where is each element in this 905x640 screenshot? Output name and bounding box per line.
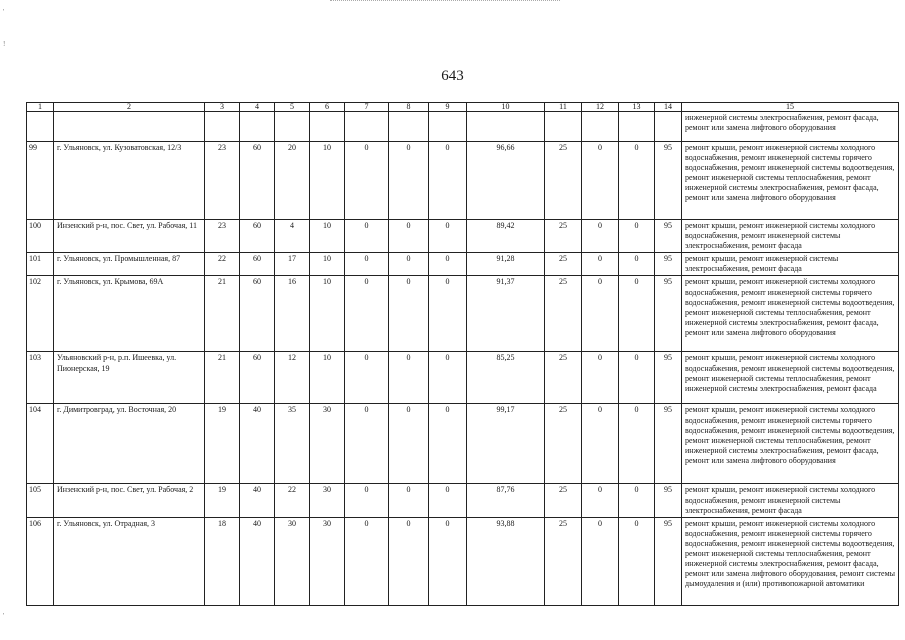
row-number: 99 — [27, 142, 54, 220]
table-row — [27, 253, 899, 276]
column-number: 11 — [545, 103, 582, 112]
works-cell: ремонт крыши, ремонт инженерной системы холодного водоснабжения, ремонт инженерной системы электроснабжения, ремонт фасада — [682, 484, 899, 517]
column-number: 4 — [240, 103, 275, 112]
table-row — [27, 276, 899, 352]
value-cell-13: 0 — [619, 404, 655, 484]
value-cell-13: 0 — [619, 352, 655, 404]
value-cell-14: 95 — [655, 404, 682, 484]
value-cell-11: 25 — [545, 484, 582, 517]
value-cell-12: 0 — [582, 142, 619, 220]
value-cell-7: 0 — [345, 220, 389, 253]
value-cell-10: 96,66 — [467, 142, 545, 220]
value-cell-12: 0 — [582, 484, 619, 517]
value-cell-10: 87,76 — [467, 484, 545, 517]
value-cell-6: 10 — [310, 142, 345, 220]
row-number: 100 — [27, 220, 54, 253]
value-cell-3: 21 — [205, 352, 240, 404]
value-cell-10 — [467, 112, 545, 142]
value-cell-9: 0 — [429, 142, 467, 220]
margin-mark: ' — [3, 8, 5, 16]
value-cell-11 — [545, 112, 582, 142]
value-cell-7: 0 — [345, 253, 389, 276]
column-number: 12 — [582, 103, 619, 112]
value-cell-12: 0 — [582, 517, 619, 605]
value-cell-7 — [345, 112, 389, 142]
column-number: 8 — [389, 103, 429, 112]
value-cell-10: 99,17 — [467, 404, 545, 484]
works-cell: ремонт крыши, ремонт инженерной системы холодного водоснабжения, ремонт инженерной системы электроснабжения, ремонт фасада — [682, 220, 899, 253]
value-cell-5 — [275, 112, 310, 142]
column-number-row — [27, 103, 899, 112]
value-cell-7: 0 — [345, 142, 389, 220]
value-cell-3: 23 — [205, 142, 240, 220]
scan-edge-dots — [330, 0, 560, 3]
value-cell-8: 0 — [389, 484, 429, 517]
value-cell-7: 0 — [345, 352, 389, 404]
value-cell-12: 0 — [582, 220, 619, 253]
value-cell-12: 0 — [582, 253, 619, 276]
value-cell-4: 40 — [240, 404, 275, 484]
column-number: 5 — [275, 103, 310, 112]
works-cell: ремонт крыши, ремонт инженерной системы холодного водоснабжения, ремонт инженерной системы горячего водоснабжения, ремонт инженерной системы водоотведения, ремонт инженерной системы теплоснабжения, ремонт инженерной системы электроснабжения, ремонт фасада, ремонт или замена лифтового оборудования — [682, 142, 899, 220]
column-number: 6 — [310, 103, 345, 112]
value-cell-13: 0 — [619, 517, 655, 605]
value-cell-6: 30 — [310, 484, 345, 517]
value-cell-8: 0 — [389, 404, 429, 484]
value-cell-8: 0 — [389, 253, 429, 276]
value-cell-14: 95 — [655, 253, 682, 276]
address-cell: Инзенский р-н, пос. Свет, ул. Рабочая, 11 — [54, 220, 205, 253]
value-cell-10: 93,88 — [467, 517, 545, 605]
column-number: 3 — [205, 103, 240, 112]
value-cell-14: 95 — [655, 220, 682, 253]
value-cell-13: 0 — [619, 253, 655, 276]
value-cell-9: 0 — [429, 352, 467, 404]
value-cell-11: 25 — [545, 404, 582, 484]
value-cell-3: 18 — [205, 517, 240, 605]
works-cell: ремонт крыши, ремонт инженерной системы холодного водоснабжения, ремонт инженерной системы водоотведения, ремонт инженерной системы теплоснабжения, ремонт инженерной системы электроснабжения, ремонт фасада — [682, 352, 899, 404]
address-cell: г. Ульяновск, ул. Кузоватовская, 12/3 — [54, 142, 205, 220]
value-cell-14 — [655, 112, 682, 142]
value-cell-12: 0 — [582, 404, 619, 484]
value-cell-3 — [205, 112, 240, 142]
column-number: 2 — [54, 103, 205, 112]
repair-program-table — [26, 102, 899, 606]
value-cell-8: 0 — [389, 276, 429, 352]
value-cell-4: 60 — [240, 276, 275, 352]
value-cell-6 — [310, 112, 345, 142]
value-cell-4: 60 — [240, 253, 275, 276]
works-cell: ремонт крыши, ремонт инженерной системы холодного водоснабжения, ремонт инженерной системы горячего водоснабжения, ремонт инженерной системы водоотведения, ремонт инженерной системы теплоснабжения, ремонт инженерной системы электроснабжения, ремонт фасада, ремонт или замена лифтового оборудования — [682, 404, 899, 484]
table-row — [27, 517, 899, 605]
address-cell: Ульяновский р-н, р.п. Ишеевка, ул. Пионерская, 19 — [54, 352, 205, 404]
value-cell-11: 25 — [545, 142, 582, 220]
value-cell-14: 95 — [655, 352, 682, 404]
value-cell-13: 0 — [619, 142, 655, 220]
table-row — [27, 112, 899, 142]
value-cell-14: 95 — [655, 517, 682, 605]
value-cell-9: 0 — [429, 517, 467, 605]
value-cell-6: 10 — [310, 352, 345, 404]
address-cell: г. Димитровград, ул. Восточная, 20 — [54, 404, 205, 484]
value-cell-10: 91,37 — [467, 276, 545, 352]
value-cell-10: 89,42 — [467, 220, 545, 253]
value-cell-5: 35 — [275, 404, 310, 484]
row-number: 103 — [27, 352, 54, 404]
row-number: 106 — [27, 517, 54, 605]
value-cell-9: 0 — [429, 404, 467, 484]
value-cell-11: 25 — [545, 276, 582, 352]
margin-mark: ' — [3, 612, 5, 620]
value-cell-13: 0 — [619, 220, 655, 253]
works-cell: ремонт крыши, ремонт инженерной системы холодного водоснабжения, ремонт инженерной системы горячего водоснабжения, ремонт инженерной системы водоотведения, ремонт инженерной системы теплоснабжения, ремонт инженерной системы электроснабжения, ремонт фасада, ремонт или замена лифтового оборудования, ремонт системы дымоудаления и (или) противопожарной автоматики — [682, 517, 899, 605]
value-cell-8 — [389, 112, 429, 142]
value-cell-12: 0 — [582, 352, 619, 404]
works-cell: ремонт крыши, ремонт инженерной системы электроснабжения, ремонт фасада — [682, 253, 899, 276]
value-cell-6: 10 — [310, 253, 345, 276]
value-cell-4: 60 — [240, 142, 275, 220]
address-cell — [54, 112, 205, 142]
value-cell-4: 40 — [240, 517, 275, 605]
row-number: 104 — [27, 404, 54, 484]
column-number: 7 — [345, 103, 389, 112]
value-cell-3: 19 — [205, 404, 240, 484]
value-cell-12: 0 — [582, 276, 619, 352]
page-number: 643 — [441, 68, 464, 84]
value-cell-6: 30 — [310, 404, 345, 484]
table-row — [27, 404, 899, 484]
column-number: 15 — [682, 103, 899, 112]
value-cell-8: 0 — [389, 142, 429, 220]
value-cell-4: 40 — [240, 484, 275, 517]
value-cell-8: 0 — [389, 517, 429, 605]
address-cell: Инзенский р-н, пос. Свет, ул. Рабочая, 2 — [54, 484, 205, 517]
value-cell-3: 23 — [205, 220, 240, 253]
works-cell: инженерной системы электроснабжения, ремонт фасада, ремонт или замена лифтового оборудования — [682, 112, 899, 142]
value-cell-7: 0 — [345, 404, 389, 484]
value-cell-7: 0 — [345, 484, 389, 517]
value-cell-5: 4 — [275, 220, 310, 253]
value-cell-9: 0 — [429, 276, 467, 352]
row-number — [27, 112, 54, 142]
value-cell-14: 95 — [655, 142, 682, 220]
value-cell-9: 0 — [429, 253, 467, 276]
address-cell: г. Ульяновск, ул. Промышленная, 87 — [54, 253, 205, 276]
value-cell-7: 0 — [345, 276, 389, 352]
value-cell-9: 0 — [429, 220, 467, 253]
column-number: 10 — [467, 103, 545, 112]
value-cell-11: 25 — [545, 220, 582, 253]
value-cell-7: 0 — [345, 517, 389, 605]
value-cell-13: 0 — [619, 484, 655, 517]
table-row — [27, 352, 899, 404]
value-cell-14: 95 — [655, 276, 682, 352]
value-cell-3: 22 — [205, 253, 240, 276]
value-cell-5: 20 — [275, 142, 310, 220]
column-number: 13 — [619, 103, 655, 112]
value-cell-8: 0 — [389, 220, 429, 253]
column-number: 1 — [27, 103, 54, 112]
value-cell-11: 25 — [545, 517, 582, 605]
value-cell-9 — [429, 112, 467, 142]
value-cell-10: 85,25 — [467, 352, 545, 404]
value-cell-5: 17 — [275, 253, 310, 276]
value-cell-12 — [582, 112, 619, 142]
row-number: 101 — [27, 253, 54, 276]
column-number: 14 — [655, 103, 682, 112]
value-cell-6: 30 — [310, 517, 345, 605]
value-cell-6: 10 — [310, 276, 345, 352]
value-cell-5: 12 — [275, 352, 310, 404]
value-cell-11: 25 — [545, 352, 582, 404]
value-cell-6: 10 — [310, 220, 345, 253]
table-row — [27, 484, 899, 517]
table-row — [27, 142, 899, 220]
column-number: 9 — [429, 103, 467, 112]
value-cell-4 — [240, 112, 275, 142]
row-number: 102 — [27, 276, 54, 352]
works-cell: ремонт крыши, ремонт инженерной системы холодного водоснабжения, ремонт инженерной системы горячего водоснабжения, ремонт инженерной системы водоотведения, ремонт инженерной системы теплоснабжения, ремонт инженерной системы электроснабжения, ремонт фасада, ремонт или замена лифтового оборудования — [682, 276, 899, 352]
value-cell-10: 91,28 — [467, 253, 545, 276]
address-cell: г. Ульяновск, ул. Крымова, 69А — [54, 276, 205, 352]
table-row — [27, 220, 899, 253]
margin-mark: ! — [3, 40, 6, 48]
value-cell-5: 16 — [275, 276, 310, 352]
address-cell: г. Ульяновск, ул. Отрадная, 3 — [54, 517, 205, 605]
value-cell-4: 60 — [240, 220, 275, 253]
value-cell-11: 25 — [545, 253, 582, 276]
value-cell-3: 19 — [205, 484, 240, 517]
value-cell-9: 0 — [429, 484, 467, 517]
value-cell-13 — [619, 112, 655, 142]
value-cell-4: 60 — [240, 352, 275, 404]
value-cell-8: 0 — [389, 352, 429, 404]
value-cell-13: 0 — [619, 276, 655, 352]
value-cell-5: 30 — [275, 517, 310, 605]
row-number: 105 — [27, 484, 54, 517]
value-cell-3: 21 — [205, 276, 240, 352]
value-cell-14: 95 — [655, 484, 682, 517]
value-cell-5: 22 — [275, 484, 310, 517]
